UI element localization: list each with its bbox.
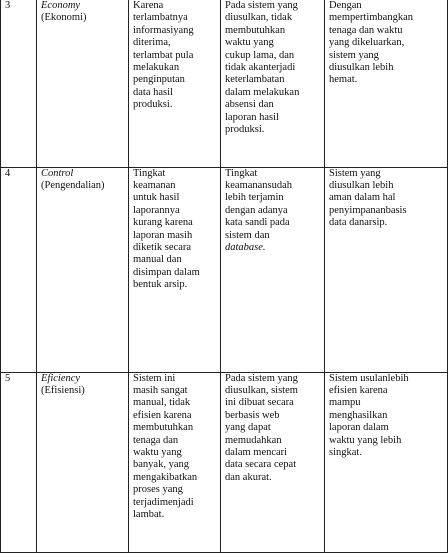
result-text: Sistem yang diusulkan lebih aman dalam hal penyimpananbasis data danarsip.: [329, 167, 407, 229]
aspect-english: Eficiency: [41, 372, 81, 384]
proposed-system-cell: [221, 167, 325, 372]
proposed-system-text-italic: database.: [225, 241, 266, 253]
proposed-system-text: Pada sistem yang diusulkan, tidak membutuhkan waktu yang cukup lama, dan tidak akanterjadi keterlambatan dalam melakukan absensi dan laporan hasil produksi.: [225, 0, 300, 136]
old-system-cell: [129, 167, 221, 372]
result-cell: [325, 167, 448, 372]
aspect-indonesian: (Ekonomi): [41, 12, 87, 24]
aspect-cell: [37, 0, 129, 167]
old-system-text: Karena terlambatnya informasiyang diterima, terlambat pula melakukan penginputan data hasil produksi.: [133, 0, 194, 111]
result-text: Dengan mempertimbangkan tenaga dan waktu yang dikeluarkan, sistem yang diusulkan lebih hemat.: [329, 0, 413, 86]
old-system-text: Sistem ini masih sangat manual, tidak efisien karena membutuhkan tenaga dan waktu yang banyak, yang mengakibatkan proses yang terjadimenjadi lambat.: [133, 372, 198, 520]
proposed-system-cell: [221, 372, 325, 552]
old-system-cell: [129, 0, 221, 167]
proposed-system-text: Tingkat keamanansudah lebih terjamin dengan adanya kata sandi pada sistem dan: [225, 167, 293, 241]
result-cell: [325, 0, 448, 167]
table-row: [1, 372, 448, 552]
row-number: 3: [1, 0, 37, 167]
table-row: [1, 0, 448, 167]
result-text: Sistem usulanlebih efisien karena mampu menghasilkan laporan dalam waktu yang lebih singkat.: [329, 372, 409, 458]
old-system-cell: [129, 372, 221, 552]
aspect-indonesian: (Efisiensi): [41, 384, 85, 396]
result-cell: [325, 372, 448, 552]
aspect-english: Control: [41, 167, 74, 179]
table-row: [1, 167, 448, 372]
aspect-cell: [37, 167, 129, 372]
old-system-text: Tingkat keamanan untuk hasil laporannya kurang karena laporan masih diketik secara manual dan disimpan dalam bentuk arsip.: [133, 167, 200, 291]
aspect-english: Economy: [41, 0, 81, 11]
aspect-indonesian: (Pengendalian): [41, 179, 105, 191]
row-number: 4: [1, 167, 37, 372]
proposed-system-text: Pada sistem yang diusulkan, sistem ini dibuat secara berbasis web yang dapat memudahkan dalam mencari data secara cepat dan akurat.: [225, 372, 298, 483]
aspect-cell: [37, 372, 129, 552]
proposed-system-cell: [221, 0, 325, 167]
row-number: 5: [1, 372, 37, 552]
